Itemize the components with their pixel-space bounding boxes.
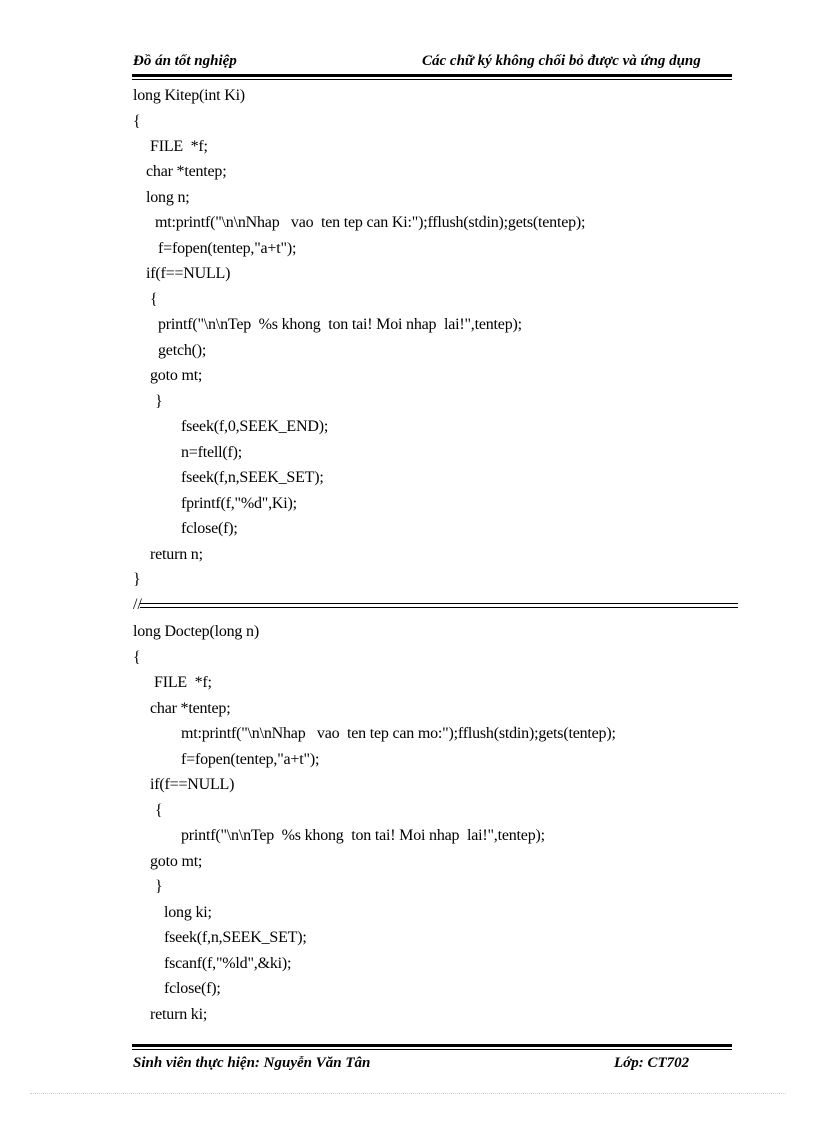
code-line: FILE *f; [150,138,208,155]
code-line: char *tentep; [150,700,231,717]
code-line: fprintf(f,"%d",Ki); [181,495,297,512]
code-line: long ki; [164,904,212,921]
code-line: if(f==NULL) [150,776,235,793]
code-line: getch(); [158,342,207,359]
header-rule-thick [132,74,732,77]
code-line: { [133,649,141,666]
code-line: goto mt; [150,367,203,384]
code-line: long Kitep(int Ki) [133,87,245,104]
code-line: n=ftell(f); [181,444,243,461]
separator-rule-bottom [140,607,738,608]
header-rule-thin [132,79,732,80]
code-line: } [155,878,163,895]
code-line: FILE *f; [154,674,212,691]
code-line: fseek(f,n,SEEK_SET); [181,469,324,486]
code-line: long n; [146,189,190,206]
code-line: f=fopen(tentep,"a+t"); [181,751,320,768]
code-line: return ki; [150,1006,208,1023]
header-title-right: Các chữ ký không chối bỏ được và ứng dụng [422,53,701,69]
code-line: printf("\n\nTep %s khong ton tai! Moi nhap lai!",tentep); [158,316,522,333]
code-line: { [155,802,163,819]
code-line: mt:printf("\n\nNhap vao ten tep can mo:");fflush(stdin);gets(tentep); [181,725,616,742]
code-line: fseek(f,n,SEEK_SET); [164,929,307,946]
code-line: fclose(f); [181,520,238,537]
code-line: mt:printf("\n\nNhap vao ten tep can Ki:");fflush(stdin);gets(tentep); [155,214,586,231]
code-line: { [133,113,141,130]
comment-separator: // [133,596,142,613]
code-line: f=fopen(tentep,"a+t"); [158,240,297,257]
code-line: fclose(f); [164,980,221,997]
code-line: goto mt; [150,853,203,870]
footer-class: Lớp: CT702 [614,1055,690,1071]
footer-rule-thick [132,1044,732,1047]
footer-rule-thin [132,1049,732,1050]
code-line: } [133,571,141,588]
page-bottom-divider [30,1093,786,1094]
code-line: long Doctep(long n) [133,623,259,640]
code-line: fscanf(f,"%ld",&ki); [164,955,292,972]
code-line: if(f==NULL) [146,265,231,282]
separator-rule-top [140,603,738,604]
footer-student-name: Sinh viên thực hiện: Nguyễn Văn Tân [133,1055,371,1071]
header-title-left: Đồ án tốt nghiệp [133,53,237,69]
code-line: printf("\n\nTep %s khong ton tai! Moi nhap lai!",tentep); [181,827,545,844]
code-line: return n; [150,546,203,563]
code-line: char *tentep; [146,163,227,180]
code-line: } [155,393,163,410]
code-line: { [150,291,158,308]
code-line: fseek(f,0,SEEK_END); [181,418,329,435]
